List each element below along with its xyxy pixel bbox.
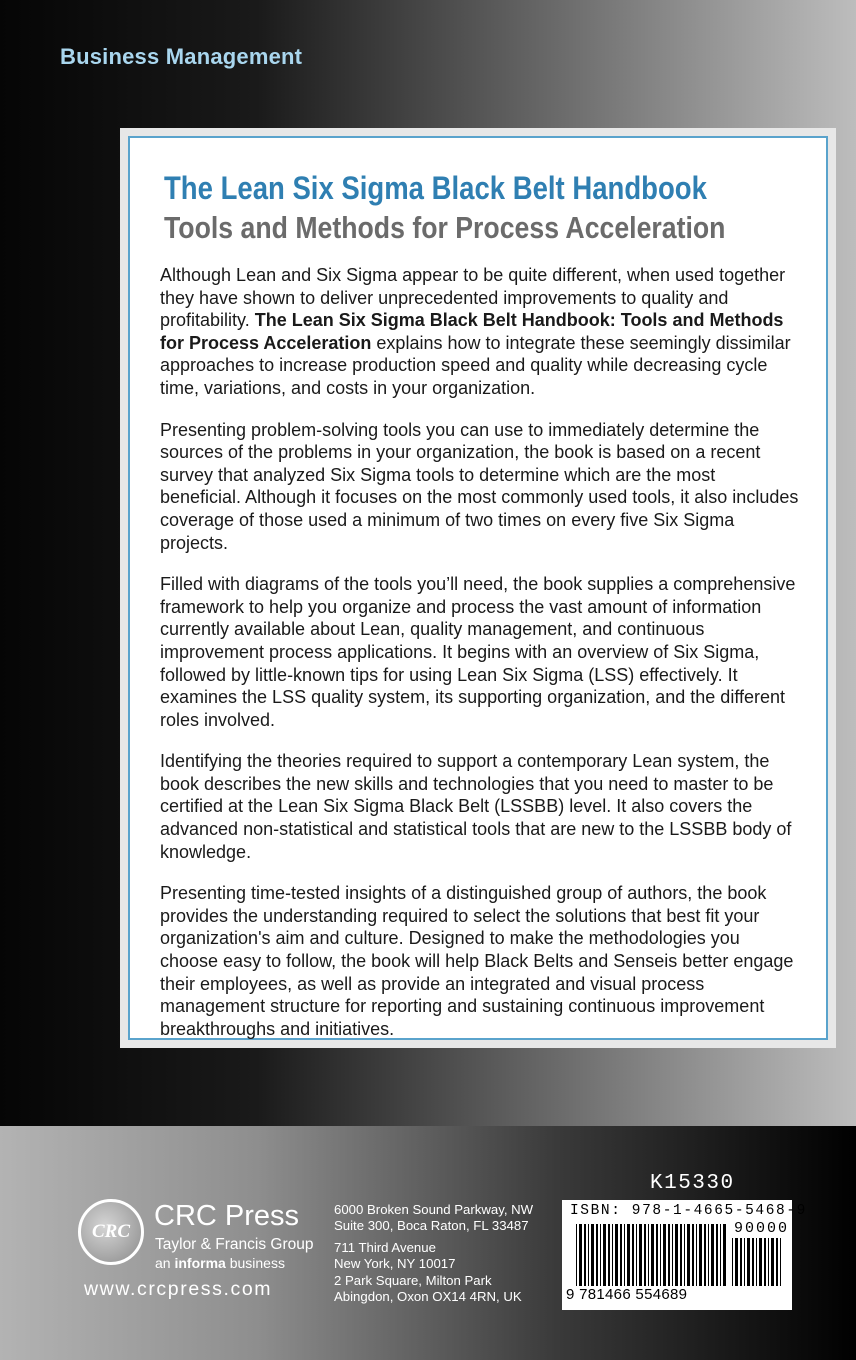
barcode-bar bbox=[660, 1224, 661, 1286]
barcode-bar bbox=[756, 1238, 757, 1286]
crc-logo-icon bbox=[78, 1199, 144, 1265]
product-code: K15330 bbox=[650, 1172, 735, 1195]
price-code: 90000 bbox=[734, 1220, 790, 1237]
book-subtitle: Tools and Methods for Process Acceleration bbox=[164, 210, 726, 245]
barcode-bar bbox=[624, 1224, 625, 1286]
barcode-bar bbox=[708, 1224, 709, 1286]
barcode-bar bbox=[704, 1224, 706, 1286]
barcode-bar bbox=[692, 1224, 694, 1286]
paragraph-3: Filled with diagrams of the tools you’ll need, the book supplies a comprehensive framework to help you organize and process the vast amount of information currently available about Lean, quality management, and continuous improvement process applications. It begins with an overview of Six Sigma, followed by little-known tips for using Lean Six Sigma (LSS) effectively. It examines the LSS quality system, its supporting organization, and the different roles involved. bbox=[160, 574, 796, 730]
barcode-bar bbox=[720, 1224, 721, 1286]
barcode-bar bbox=[651, 1224, 654, 1286]
isbn-barcode bbox=[562, 1200, 807, 1310]
barcode-bar bbox=[636, 1224, 637, 1286]
barcode-bar bbox=[680, 1224, 682, 1286]
barcode-bar bbox=[603, 1224, 606, 1286]
paragraph-5: Presenting time-tested insights of a distinguished group of authors, the book provides the understanding required to select the solutions that best fit your organization's aim and culture. Designed to make the methodologies you choose easy to follow, the book will help Black Belts and Senseis better engage their employees, as well as provide an integrated and visual process management structure for reporting and sustaining continuous improvement breakthroughs and initiatives. bbox=[160, 883, 794, 1039]
barcode-bar bbox=[759, 1238, 762, 1286]
isbn-label: ISBN: 978-1-4665-5468-9 bbox=[570, 1203, 807, 1219]
barcode-bar bbox=[675, 1224, 678, 1286]
paragraph-4: Identifying the theories required to support a contemporary Lean system, the book describes the new skills and technologies that you need to master to be certified at the Lean Six Sigma Black Belt (LSSBB) level. It also covers the advanced non-statistical and statistical tools that are new to the LSSBB body of knowledge. bbox=[160, 751, 792, 862]
barcode-bar bbox=[768, 1238, 769, 1286]
address-abingdon bbox=[334, 1273, 522, 1304]
barcode-bar bbox=[747, 1238, 750, 1286]
tagline-brand: informa bbox=[174, 1255, 226, 1271]
barcode-bar bbox=[776, 1238, 778, 1286]
barcode-bar bbox=[600, 1224, 601, 1286]
paragraph-1-text-a: Although Lean and Six Sigma appear to be quite different, when used together they have shown to deliver unprecedented improvements to quality and profitability. bbox=[160, 265, 786, 331]
barcode-bar bbox=[699, 1224, 702, 1286]
barcode-bar bbox=[764, 1238, 766, 1286]
description-body bbox=[160, 264, 800, 1059]
barcode-bar bbox=[620, 1224, 622, 1286]
category-label: Business Management bbox=[60, 44, 303, 69]
barcode-bar bbox=[663, 1224, 666, 1286]
barcode-bar bbox=[639, 1224, 642, 1286]
address-new-york bbox=[334, 1240, 455, 1271]
barcode-bar bbox=[684, 1224, 685, 1286]
barcode-bar bbox=[696, 1224, 697, 1286]
barcode-bar bbox=[780, 1238, 781, 1286]
barcode-bar bbox=[656, 1224, 658, 1286]
address-line: Abingdon, Oxon OX14 4RN, UK bbox=[334, 1288, 522, 1304]
barcode-bar bbox=[608, 1224, 610, 1286]
address-line: 711 Third Avenue bbox=[334, 1240, 436, 1255]
address-line: 6000 Broken Sound Parkway, NW bbox=[334, 1202, 534, 1217]
barcode-bar bbox=[576, 1224, 577, 1286]
barcode-bar bbox=[740, 1238, 742, 1286]
publisher-group: Taylor & Francis Group bbox=[155, 1236, 314, 1253]
barcode-bar bbox=[584, 1224, 586, 1286]
barcode-bar bbox=[744, 1238, 745, 1286]
barcode-bar bbox=[668, 1224, 670, 1286]
barcode-bar bbox=[672, 1224, 673, 1286]
barcode-bar bbox=[627, 1224, 630, 1286]
book-title: The Lean Six Sigma Black Belt Handbook bbox=[164, 170, 707, 206]
description-panel bbox=[120, 128, 836, 1048]
tagline-prefix: an bbox=[155, 1255, 175, 1271]
barcode-bar bbox=[644, 1224, 646, 1286]
barcode-bar bbox=[612, 1224, 613, 1286]
tagline-suffix: business bbox=[225, 1255, 285, 1271]
paragraph-1-book-title: The Lean Six Sigma Black Belt Handbook: Tools and Methods for Process Acceleration bbox=[160, 310, 784, 353]
address-line: 2 Park Square, Milton Park bbox=[334, 1273, 492, 1288]
address-boca-raton bbox=[334, 1202, 533, 1233]
publisher-name: CRC Press bbox=[154, 1200, 300, 1232]
barcode-bar bbox=[632, 1224, 634, 1286]
address-line: Suite 300, Boca Raton, FL 33487 bbox=[334, 1217, 529, 1233]
barcode-bar bbox=[711, 1224, 714, 1286]
crc-logo-text: CRC bbox=[91, 1221, 131, 1242]
publisher-tagline bbox=[155, 1255, 285, 1271]
paragraph-2: Presenting problem-solving tools you can use to immediately determine the sources of the problems in your organization, the book is based on a recent survey that analyzed Six Sigma tools to determine which are the most beneficial. Although it focuses on the most commonly used tools, it also includes coverage of those used a minimum of two times on every five Six Sigma projects. bbox=[160, 419, 799, 553]
barcode-bar bbox=[588, 1224, 589, 1286]
barcode-bar bbox=[732, 1238, 733, 1286]
paragraph-1-text-c: explains how to integrate these seemingly dissimilar approaches to increase production speed and quality while decreasing cycle time, variations, and costs in your organization. bbox=[160, 332, 791, 398]
barcode-bar bbox=[687, 1224, 690, 1286]
barcode-bar bbox=[771, 1238, 774, 1286]
barcode-bar bbox=[591, 1224, 594, 1286]
barcode-bar bbox=[648, 1224, 649, 1286]
barcode-bar bbox=[735, 1238, 738, 1286]
barcode-digits: 9 781466 554689 bbox=[566, 1286, 688, 1303]
barcode-bar bbox=[752, 1238, 754, 1286]
barcode-bars-icon bbox=[576, 1224, 726, 1286]
barcode-addon-bars-icon bbox=[732, 1238, 784, 1286]
description-panel-inner bbox=[128, 136, 828, 1040]
paragraph-1 bbox=[160, 264, 800, 400]
publisher-website-link[interactable]: www.crcpress.com bbox=[84, 1278, 273, 1300]
barcode-bar bbox=[579, 1224, 582, 1286]
address-line: New York, NY 10017 bbox=[334, 1255, 456, 1271]
barcode-bar bbox=[596, 1224, 598, 1286]
barcode-bar bbox=[716, 1224, 718, 1286]
barcode-bar bbox=[723, 1224, 726, 1286]
barcode-bar bbox=[615, 1224, 618, 1286]
